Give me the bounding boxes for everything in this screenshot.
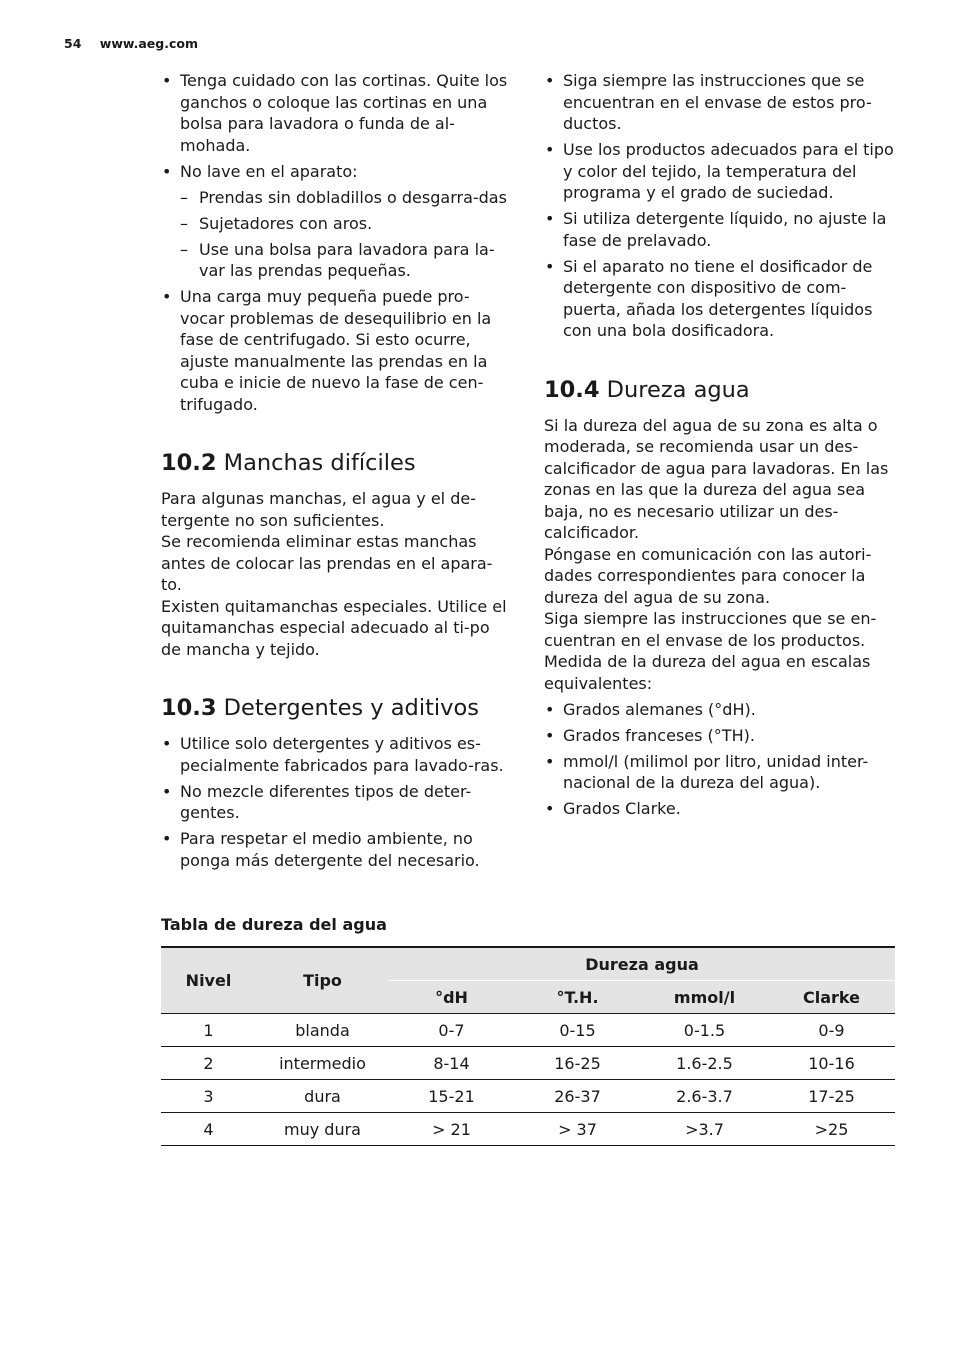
list-item: • Si utiliza detergente líquido, no ajuste la fase de prelavado.: [544, 208, 896, 251]
list-item: • Tenga cuidado con las cortinas. Quite los ganchos o coloque las cortinas en una bolsa para lavadora o funda de al-mohada.: [161, 70, 513, 156]
cell-nivel: 3: [161, 1080, 256, 1113]
list-item: [161, 161, 513, 282]
section-heading-10-4: [544, 376, 896, 404]
page-number: 54: [64, 36, 82, 51]
table-title: Tabla de dureza del agua: [161, 915, 387, 934]
cell-mmol: 1.6-2.5: [641, 1047, 768, 1080]
table-row: [161, 1014, 895, 1047]
cell-clarke: 17-25: [768, 1080, 895, 1113]
header-clarke: Clarke: [768, 981, 895, 1014]
care-list: [161, 70, 513, 415]
list-item: • Grados franceses (°TH).: [544, 725, 896, 747]
paragraph: Siga siempre las instrucciones que se en-cuentran en el envase de los productos.: [544, 609, 877, 650]
paragraph: Medida de la dureza del agua en escalas equivalentes:: [544, 652, 871, 693]
list-item: • Para respetar el medio ambiente, no ponga más detergente del necesario.: [161, 828, 513, 871]
paragraph: Póngase en comunicación con las autori-dades correspondientes para conocer la dureza del agua de su zona.: [544, 544, 872, 607]
cell-tipo: intermedio: [256, 1047, 389, 1080]
list-item: • Si el aparato no tiene el dosificador de detergente con dispositivo de com-puerta, añada los detergentes líquidos con una bola dosificadora.: [544, 256, 896, 342]
cell-dh: > 21: [389, 1113, 514, 1146]
header-dh: °dH: [389, 981, 514, 1014]
section-number: 10.3: [161, 695, 217, 721]
list-item: • Siga siempre las instrucciones que se encuentran en el envase de estos pro-ductos.: [544, 70, 896, 135]
list-item: • Una carga muy pequeña puede pro-vocar problemas de desequilibrio en la fase de centrifugado. Si esto ocurre, ajuste manualmente las prendas en la cuba e inicie de nuevo la fase de cen-trifugado.: [161, 286, 513, 415]
sub-list-item: – Use una bolsa para lavadora para la-var las prendas pequeñas.: [180, 239, 513, 282]
cell-tipo: dura: [256, 1080, 389, 1113]
cell-tipo: blanda: [256, 1014, 389, 1047]
list-item: • No mezcle diferentes tipos de deter-gentes.: [161, 781, 513, 824]
table-row: [161, 1113, 895, 1146]
header-th: °T.H.: [514, 981, 641, 1014]
cell-th: 16-25: [514, 1047, 641, 1080]
page-header: [64, 36, 198, 51]
section-heading-10-2: [161, 449, 513, 477]
water-hardness-table: [161, 946, 895, 1146]
cell-dh: 0-7: [389, 1014, 514, 1047]
list-item: • Utilice solo detergentes y aditivos es-pecialmente fabricados para lavado-ras.: [161, 733, 513, 776]
right-column: [544, 70, 896, 824]
header-nivel: Nivel: [161, 947, 256, 1014]
cell-dh: 15-21: [389, 1080, 514, 1113]
scale-list: [544, 699, 896, 820]
header-tipo: Tipo: [256, 947, 389, 1014]
header-dureza-agua: Dureza agua: [389, 947, 895, 981]
header-mmol: mmol/l: [641, 981, 768, 1014]
cell-nivel: 4: [161, 1113, 256, 1146]
section-title: Detergentes y aditivos: [223, 695, 479, 721]
section-number: 10.2: [161, 450, 217, 476]
section-title: Dureza agua: [606, 376, 750, 403]
list-item: • Grados alemanes (°dH).: [544, 699, 896, 721]
left-column: [161, 70, 513, 876]
product-list: [544, 70, 896, 342]
section-heading-10-3: [161, 694, 513, 722]
table-row: [161, 1080, 895, 1113]
cell-dh: 8-14: [389, 1047, 514, 1080]
detergent-list: [161, 733, 513, 871]
cell-clarke: >25: [768, 1113, 895, 1146]
cell-clarke: 0-9: [768, 1014, 895, 1047]
list-item: • Use los productos adecuados para el tipo y color del tejido, la temperatura del programa y el grado de suciedad.: [544, 139, 896, 204]
cell-clarke: 10-16: [768, 1047, 895, 1080]
list-item: • mmol/l (milimol por litro, unidad inter-nacional de la dureza del agua).: [544, 751, 896, 794]
section-title: Manchas difíciles: [223, 450, 416, 476]
cell-nivel: 1: [161, 1014, 256, 1047]
cell-mmol: 2.6-3.7: [641, 1080, 768, 1113]
cell-tipo: muy dura: [256, 1113, 389, 1146]
table-row: [161, 1047, 895, 1080]
site-url[interactable]: www.aeg.com: [99, 36, 198, 51]
cell-nivel: 2: [161, 1047, 256, 1080]
cell-th: > 37: [514, 1113, 641, 1146]
cell-th: 26-37: [514, 1080, 641, 1113]
cell-mmol: >3.7: [641, 1113, 768, 1146]
paragraph: Existen quitamanchas especiales. Utilice el quitamanchas especial adecuado al ti-po de mancha y tejido.: [161, 596, 507, 659]
paragraph: Si la dureza del agua de su zona es alta o moderada, se recomienda usar un des-calcificador de agua para lavadoras. En las zonas en las que la dureza del agua sea baja, no es necesario utilizar un des-calcificador.: [544, 415, 889, 542]
sub-list-item: – Prendas sin dobladillos o desgarra-das: [180, 187, 513, 209]
paragraph: Para algunas manchas, el agua y el de-tergente no son suficientes.: [161, 489, 476, 530]
cell-mmol: 0-1.5: [641, 1014, 768, 1047]
sub-list: [180, 187, 513, 282]
list-item: • Grados Clarke.: [544, 798, 896, 820]
section-number: 10.4: [544, 376, 600, 403]
list-item-text: No lave en el aparato:: [180, 161, 358, 181]
cell-th: 0-15: [514, 1014, 641, 1047]
sub-list-item: – Sujetadores con aros.: [180, 213, 513, 235]
paragraph: Se recomienda eliminar estas manchas antes de colocar las prendas en el apara-to.: [161, 532, 493, 594]
